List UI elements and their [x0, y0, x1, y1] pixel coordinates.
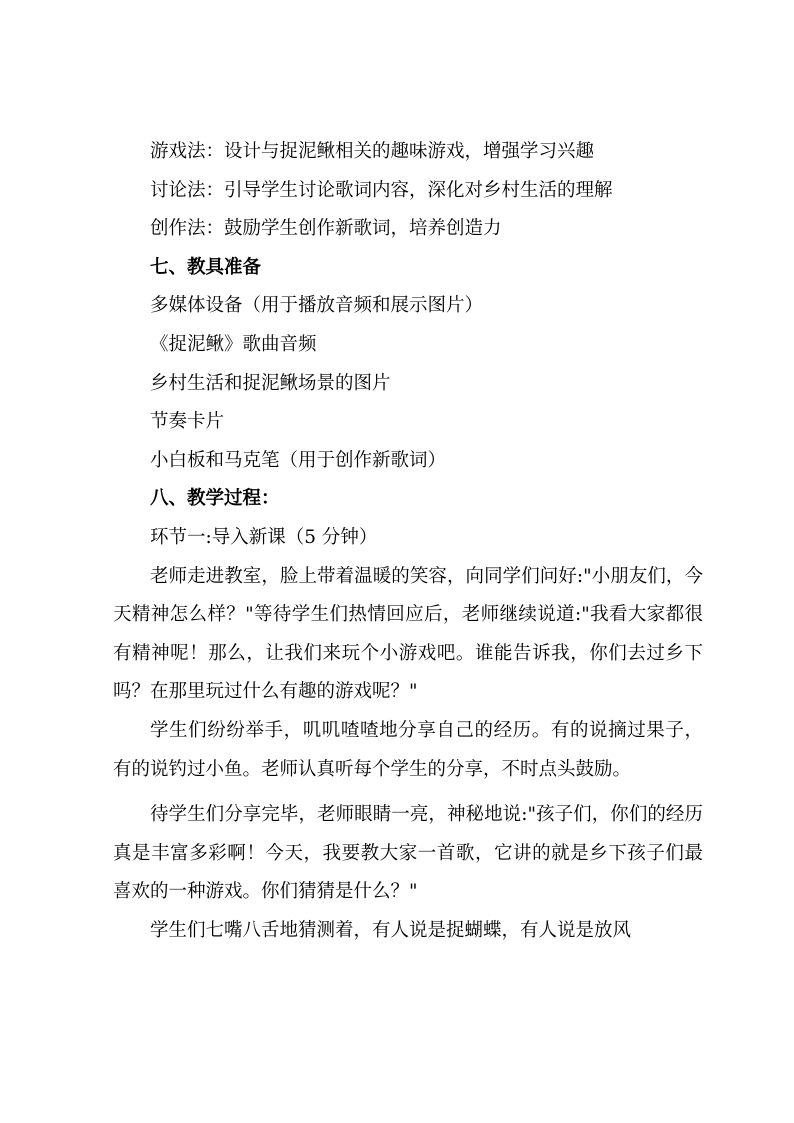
equipment-item: 《捉泥鳅》歌曲音频 [150, 333, 317, 355]
paragraph-teacher-greeting: 老师走进教室，脸上带着温暖的笑容，向同学们问好:"小朋友们，今天精神怎么样？"等待学生们热情回应后，老师继续说道:"我看大家都很有精神呢！那么，让我们来玩个小游戏吧。谁能告诉我，你们去过乡下吗？在那里玩过什么有趣的游戏呢？" [113, 565, 703, 703]
method-discussion: 讨论法：引导学生讨论歌词内容，深化对乡村生活的理解 [150, 179, 613, 201]
equipment-item: 节奏卡片 [150, 411, 225, 433]
method-creation: 创作法：鼓励学生创作新歌词，培养创造力 [150, 218, 502, 240]
step-1-title: 环节一:导入新课（5 分钟） [150, 526, 378, 548]
paragraph-students-share: 学生们纷纷举手，叽叽喳喳地分享自己的经历。有的说摘过果子，有的说钓过小鱼。老师认真听每个学生的分享，不时点头鼓励。 [113, 719, 703, 780]
paragraph-teacher-reveal: 待学生们分享完毕，老师眼睛一亮，神秘地说:"孩子们，你们的经历真是丰富多彩啊！今天，我要教大家一首歌，它讲的就是乡下孩子们最喜欢的一种游戏。你们猜猜是什么？" [113, 804, 703, 903]
section-7-heading: 七、教具准备 [150, 256, 262, 278]
section-8-heading: 八、教学过程： [150, 488, 280, 510]
equipment-item: 乡村生活和捉泥鳅场景的图片 [150, 372, 391, 394]
equipment-item: 小白板和马克笔（用于创作新歌词） [150, 449, 447, 471]
equipment-item: 多媒体设备（用于播放音频和展示图片） [150, 295, 484, 317]
paragraph-students-guess: 学生们七嘴八舌地猜测着，有人说是捉蝴蝶，有人说是放风 [150, 919, 632, 941]
document-body [113, 133, 703, 950]
method-game: 游戏法：设计与捉泥鳅相关的趣味游戏，增强学习兴趣 [150, 141, 595, 162]
